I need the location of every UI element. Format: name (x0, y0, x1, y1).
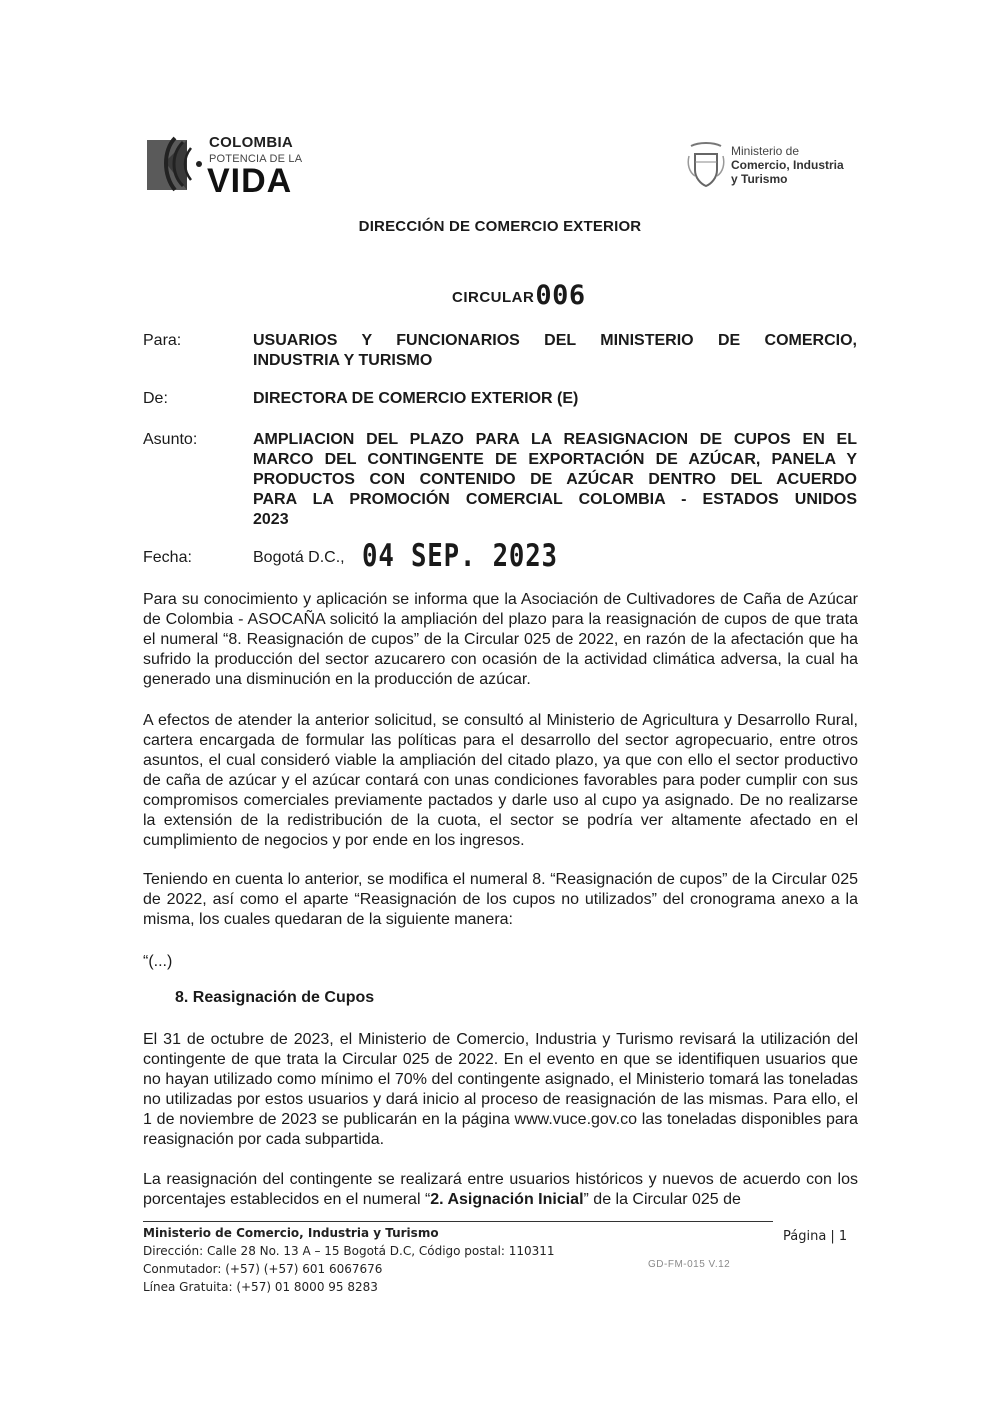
circular-label: CIRCULAR (452, 289, 535, 306)
logo-colombia-text: COLOMBIA (209, 134, 294, 151)
ministerio-line1: Ministerio de (731, 144, 800, 158)
colombia-potencia-de-la-vida-logo (145, 130, 345, 200)
paragraph-2: A efectos de atender la anterior solicitud, se consultó al Ministerio de Agricultura y Desarrollo Rural, cartera encargada de formular las políticas para el desarrollo del sector agropecuario, entre otros asuntos, el cual consideró viable la ampliación del citado plazo, ya que con ello el sector productivo de caña de azúcar y el azúcar contará con unas condiciones favorables para poder cumplir con sus compromisos comerciales previamente pactados y darle uso al cupo ya asignado. De no realizarse la extensión de la redistribución de la cuota, el sector se podría ver altamente afectado en el cumplimiento de negocios y por ende en los ingresos. (143, 712, 858, 849)
footer-linea-gratuita: Línea Gratuita: (+57) 01 8000 95 8283 (143, 1280, 378, 1294)
coat-of-arms-icon (685, 142, 727, 190)
para-value (253, 331, 857, 371)
paragraph-5-start: La reasignación del contingente se realizará entre usuarios históricos y nuevos de acuerdo con los porcentajes establecidos en el numeral “ (143, 1171, 858, 1208)
footer-direccion: Dirección: Calle 28 No. 13 A – 15 Bogotá D.C, Código postal: 110311 (143, 1244, 555, 1258)
de-label: De: (143, 390, 168, 407)
footer-divider (143, 1221, 773, 1222)
asunto-line-5: 2023 (253, 511, 289, 528)
asunto-value (253, 430, 857, 530)
colombia-logo-mark-icon (145, 132, 207, 194)
para-label: Para: (143, 332, 182, 349)
paragraph-5-bold: 2. Asignación Inicial (430, 1191, 584, 1208)
footer-conmutador: Conmutador: (+57) (+57) 601 6067676 (143, 1262, 383, 1276)
direccion-heading: DIRECCIÓN DE COMERCIO EXTERIOR (358, 218, 642, 235)
de-value: DIRECTORA DE COMERCIO EXTERIOR (E) (253, 390, 579, 407)
logo-potencia-text: POTENCIA DE LA (209, 153, 303, 165)
ministerio-logo (685, 140, 875, 192)
ministerio-line3: y Turismo (731, 172, 788, 186)
para-line-2: INDUSTRIA Y TURISMO (253, 352, 433, 369)
footer-contact (143, 1224, 555, 1296)
asunto-line-4: PARA LA PROMOCIÓN COMERCIAL COLOMBIA - ESTADOS UNIDOS (253, 491, 857, 508)
paragraph-5 (143, 1170, 858, 1210)
page-number: Página | 1 (783, 1229, 848, 1244)
logo-vida-text: VIDA (207, 162, 293, 200)
footer-ministerio: Ministerio de Comercio, Industria y Turismo (143, 1226, 439, 1240)
ministerio-line2: Comercio, Industria (731, 158, 844, 172)
fecha-label: Fecha: (143, 549, 192, 566)
asunto-line-1: AMPLIACION DEL PLAZO PARA LA REASIGNACION DE CUPOS EN EL (253, 431, 857, 448)
paragraph-1: Para su conocimiento y aplicación se informa que la Asociación de Cultivadores de Caña de Azúcar de Colombia - ASOCAÑA solicitó la ampliación del plazo para la reasignación de cupos de que trata el numeral “8. Reasignación de cupos” de la Circular 025 de 2022, en razón de la afectación que ha sufrido la producción del sector azucarero con ocasión de la actividad climática adversa, la cual ha generado una disminución en la producción de azúcar. (143, 591, 858, 688)
form-code: GD-FM-015 V.12 (648, 1259, 731, 1270)
circular-title (452, 280, 586, 311)
asunto-line-3: PRODUCTOS CON CONTENIDO DE AZÚCAR DENTRO DEL ACUERDO (253, 471, 857, 488)
fecha-city: Bogotá D.C., (253, 549, 345, 566)
paragraph-4: El 31 de octubre de 2023, el Ministerio de Comercio, Industria y Turismo revisará la utilización del contingente de que trata la Circular 025 de 2022. En el evento en que se identifiquen usuarios que no hayan utilizado como mínimo el 70% del contingente asignado, el Ministerio tomará las toneladas no utilizadas por estos usuarios y dará inicio al proceso de reasignación de las mismas. Para ello, el 1 de noviembre de 2023 se publicarán en la página www.vuce.gov.co las toneladas disponibles para reasignación por cada subpartida. (143, 1031, 858, 1148)
section-title: 8. Reasignación de Cupos (175, 989, 375, 1006)
date-stamp: 04 SEP. 2023 (362, 538, 558, 574)
paragraph-5-end: ” de la Circular 025 de (583, 1191, 741, 1208)
para-line-1: USUARIOS Y FUNCIONARIOS DEL MINISTERIO DE COMERCIO, (253, 332, 857, 349)
asunto-label: Asunto: (143, 431, 198, 448)
circular-number: 006 (535, 280, 586, 311)
paragraph-3: Teniendo en cuenta lo anterior, se modifica el numeral 8. “Reasignación de cupos” de la Circular 025 de 2022, así como el aparte “Reasignación de los cupos no utilizados” del cronograma anexo a la misma, los cuales quedaran de la siguiente manera: (143, 871, 858, 928)
quote-open: “(...) (143, 953, 173, 970)
asunto-line-2: MARCO DEL CONTINGENTE DE EXPORTACIÓN DE AZÚCAR, PANELA Y (253, 451, 857, 468)
